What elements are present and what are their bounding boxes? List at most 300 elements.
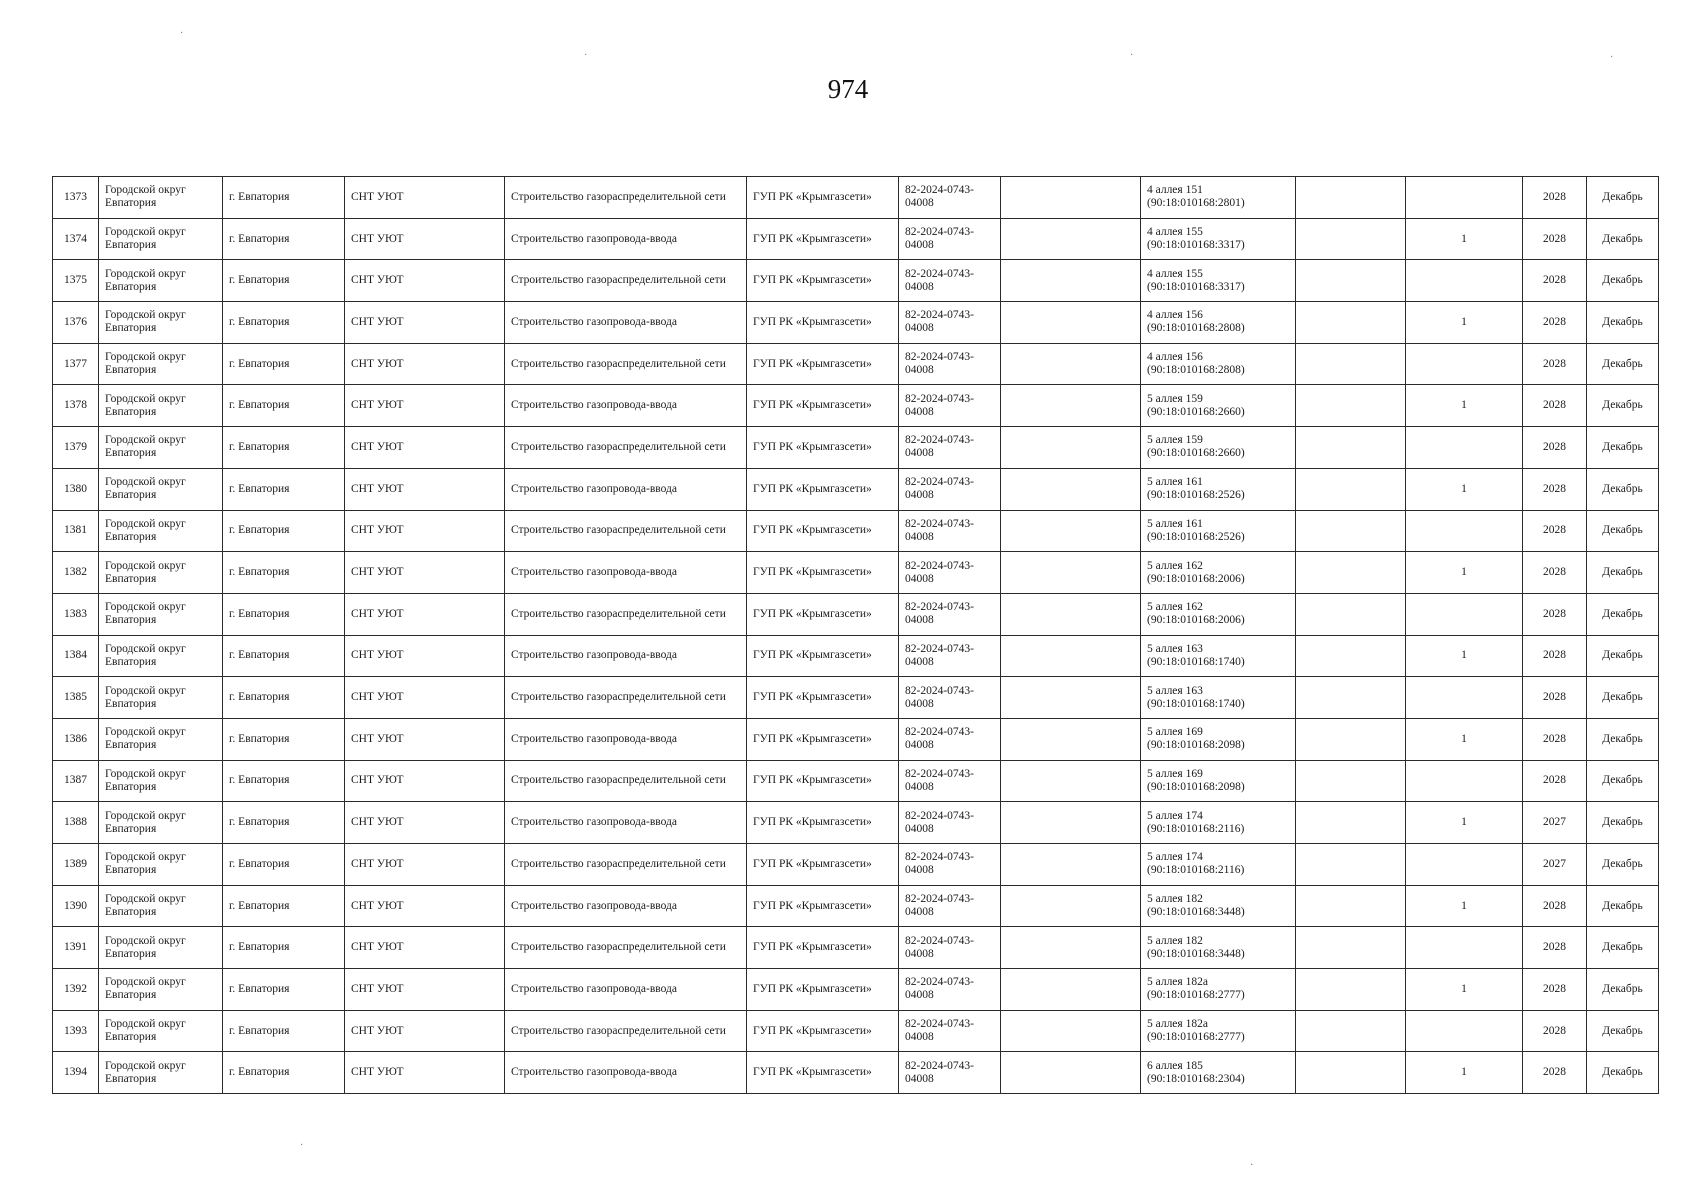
program-code-cell: 82-2024-0743-04008 xyxy=(899,593,1001,635)
district-cell: Городской округ Евпатория xyxy=(99,635,223,677)
operator-cell: ГУП РК «Крымгазсети» xyxy=(747,718,899,760)
district-cell: Городской округ Евпатория xyxy=(99,510,223,552)
address-cell xyxy=(1141,885,1296,927)
count-cell: 1 xyxy=(1406,885,1523,927)
count-cell: 1 xyxy=(1406,718,1523,760)
row-number-cell: 1374 xyxy=(53,218,99,260)
empty-cell xyxy=(1296,760,1406,802)
row-number-cell: 1391 xyxy=(53,927,99,969)
scan-speck: · xyxy=(584,50,588,61)
registry-rows xyxy=(53,177,1659,1094)
count-cell xyxy=(1406,677,1523,719)
district-cell: Городской округ Евпатория xyxy=(99,552,223,594)
empty-cell xyxy=(1001,1052,1141,1094)
city-cell: г. Евпатория xyxy=(223,218,345,260)
program-code-cell: 82-2024-0743-04008 xyxy=(899,844,1001,886)
operator-cell: ГУП РК «Крымгазсети» xyxy=(747,927,899,969)
year-cell: 2028 xyxy=(1523,385,1587,427)
address-cell xyxy=(1141,927,1296,969)
city-cell: г. Евпатория xyxy=(223,844,345,886)
district-cell: Городской округ Евпатория xyxy=(99,844,223,886)
organization-cell: СНТ УЮТ xyxy=(345,927,505,969)
row-number-cell: 1388 xyxy=(53,802,99,844)
table-row xyxy=(53,510,1659,552)
address-cell xyxy=(1141,468,1296,510)
operator-cell: ГУП РК «Крымгазсети» xyxy=(747,844,899,886)
organization-cell: СНТ УЮТ xyxy=(345,510,505,552)
count-cell: 1 xyxy=(1406,802,1523,844)
program-code-cell: 82-2024-0743-04008 xyxy=(899,969,1001,1011)
operator-cell: ГУП РК «Крымгазсети» xyxy=(747,1052,899,1094)
year-cell: 2028 xyxy=(1523,427,1587,469)
count-cell xyxy=(1406,760,1523,802)
empty-cell xyxy=(1296,260,1406,302)
empty-cell xyxy=(1296,343,1406,385)
month-cell: Декабрь xyxy=(1587,343,1659,385)
cadastral-number: (90:18:010168:3448) xyxy=(1147,947,1245,960)
year-cell: 2028 xyxy=(1523,552,1587,594)
table-row xyxy=(53,427,1659,469)
operator-cell: ГУП РК «Крымгазсети» xyxy=(747,677,899,719)
row-number-cell: 1387 xyxy=(53,760,99,802)
organization-cell: СНТ УЮТ xyxy=(345,844,505,886)
row-number-cell: 1390 xyxy=(53,885,99,927)
work-type-cell: Строительство газопровода-ввода xyxy=(505,718,747,760)
cadastral-number: (90:18:010168:2808) xyxy=(1147,364,1245,377)
organization-cell: СНТ УЮТ xyxy=(345,969,505,1011)
organization-cell: СНТ УЮТ xyxy=(345,760,505,802)
empty-cell xyxy=(1296,1052,1406,1094)
table-row xyxy=(53,260,1659,302)
table-row xyxy=(53,718,1659,760)
scan-speck: · xyxy=(180,28,184,39)
address-cell xyxy=(1141,1052,1296,1094)
cadastral-number: (90:18:010168:2098) xyxy=(1147,780,1245,793)
empty-cell xyxy=(1001,718,1141,760)
row-number-cell: 1377 xyxy=(53,343,99,385)
count-cell: 1 xyxy=(1406,218,1523,260)
city-cell: г. Евпатория xyxy=(223,885,345,927)
district-cell: Городской округ Евпатория xyxy=(99,385,223,427)
month-cell: Декабрь xyxy=(1587,677,1659,719)
address-cell xyxy=(1141,260,1296,302)
count-cell xyxy=(1406,427,1523,469)
count-cell: 1 xyxy=(1406,969,1523,1011)
empty-cell xyxy=(1296,593,1406,635)
address-line: 5 аллея 182 xyxy=(1147,934,1203,947)
table-row xyxy=(53,302,1659,344)
count-cell xyxy=(1406,927,1523,969)
row-number-cell: 1378 xyxy=(53,385,99,427)
work-type-cell: Строительство газораспределительной сети xyxy=(505,844,747,886)
organization-cell: СНТ УЮТ xyxy=(345,260,505,302)
table-row xyxy=(53,385,1659,427)
empty-cell xyxy=(1296,302,1406,344)
year-cell: 2028 xyxy=(1523,969,1587,1011)
year-cell: 2028 xyxy=(1523,1010,1587,1052)
address-cell xyxy=(1141,385,1296,427)
district-cell: Городской округ Евпатория xyxy=(99,343,223,385)
year-cell: 2028 xyxy=(1523,218,1587,260)
cadastral-number: (90:18:010168:2006) xyxy=(1147,614,1245,627)
city-cell: г. Евпатория xyxy=(223,718,345,760)
city-cell: г. Евпатория xyxy=(223,593,345,635)
month-cell: Декабрь xyxy=(1587,593,1659,635)
address-line: 4 аллея 156 xyxy=(1147,351,1203,364)
program-code-cell: 82-2024-0743-04008 xyxy=(899,677,1001,719)
program-code-cell: 82-2024-0743-04008 xyxy=(899,885,1001,927)
month-cell: Декабрь xyxy=(1587,218,1659,260)
scan-speck: · xyxy=(1610,52,1614,63)
work-type-cell: Строительство газораспределительной сети xyxy=(505,510,747,552)
address-line: 5 аллея 159 xyxy=(1147,434,1203,447)
district-cell: Городской округ Евпатория xyxy=(99,1010,223,1052)
table-row xyxy=(53,677,1659,719)
count-cell: 1 xyxy=(1406,1052,1523,1094)
district-cell: Городской округ Евпатория xyxy=(99,260,223,302)
address-line: 5 аллея 182 xyxy=(1147,893,1203,906)
city-cell: г. Евпатория xyxy=(223,343,345,385)
address-line: 4 аллея 155 xyxy=(1147,226,1203,239)
empty-cell xyxy=(1001,927,1141,969)
work-type-cell: Строительство газораспределительной сети xyxy=(505,677,747,719)
district-cell: Городской округ Евпатория xyxy=(99,718,223,760)
month-cell: Декабрь xyxy=(1587,552,1659,594)
city-cell: г. Евпатория xyxy=(223,468,345,510)
address-line: 5 аллея 163 xyxy=(1147,642,1203,655)
year-cell: 2028 xyxy=(1523,343,1587,385)
empty-cell xyxy=(1296,927,1406,969)
program-code-cell: 82-2024-0743-04008 xyxy=(899,177,1001,219)
operator-cell: ГУП РК «Крымгазсети» xyxy=(747,510,899,552)
empty-cell xyxy=(1296,468,1406,510)
organization-cell: СНТ УЮТ xyxy=(345,302,505,344)
address-cell xyxy=(1141,1010,1296,1052)
row-number-cell: 1392 xyxy=(53,969,99,1011)
cadastral-number: (90:18:010168:3448) xyxy=(1147,906,1245,919)
address-cell xyxy=(1141,343,1296,385)
year-cell: 2028 xyxy=(1523,468,1587,510)
count-cell xyxy=(1406,593,1523,635)
district-cell: Городской округ Евпатория xyxy=(99,427,223,469)
cadastral-number: (90:18:010168:2777) xyxy=(1147,1031,1245,1044)
organization-cell: СНТ УЮТ xyxy=(345,468,505,510)
city-cell: г. Евпатория xyxy=(223,1010,345,1052)
empty-cell xyxy=(1001,677,1141,719)
month-cell: Декабрь xyxy=(1587,969,1659,1011)
month-cell: Декабрь xyxy=(1587,468,1659,510)
empty-cell xyxy=(1001,844,1141,886)
table-row xyxy=(53,218,1659,260)
empty-cell xyxy=(1296,427,1406,469)
table-row xyxy=(53,844,1659,886)
address-line: 4 аллея 155 xyxy=(1147,267,1203,280)
table-row xyxy=(53,593,1659,635)
address-cell xyxy=(1141,427,1296,469)
program-code-cell: 82-2024-0743-04008 xyxy=(899,802,1001,844)
address-line: 5 аллея 162 xyxy=(1147,559,1203,572)
year-cell: 2028 xyxy=(1523,635,1587,677)
empty-cell xyxy=(1296,969,1406,1011)
empty-cell xyxy=(1001,510,1141,552)
district-cell: Городской округ Евпатория xyxy=(99,927,223,969)
count-cell xyxy=(1406,343,1523,385)
program-code-cell: 82-2024-0743-04008 xyxy=(899,343,1001,385)
empty-cell xyxy=(1001,177,1141,219)
count-cell: 1 xyxy=(1406,468,1523,510)
operator-cell: ГУП РК «Крымгазсети» xyxy=(747,593,899,635)
work-type-cell: Строительство газораспределительной сети xyxy=(505,427,747,469)
address-cell xyxy=(1141,552,1296,594)
district-cell: Городской округ Евпатория xyxy=(99,218,223,260)
year-cell: 2027 xyxy=(1523,844,1587,886)
organization-cell: СНТ УЮТ xyxy=(345,385,505,427)
count-cell xyxy=(1406,260,1523,302)
year-cell: 2028 xyxy=(1523,718,1587,760)
program-code-cell: 82-2024-0743-04008 xyxy=(899,510,1001,552)
month-cell: Декабрь xyxy=(1587,302,1659,344)
program-code-cell: 82-2024-0743-04008 xyxy=(899,718,1001,760)
year-cell: 2028 xyxy=(1523,1052,1587,1094)
year-cell: 2027 xyxy=(1523,802,1587,844)
organization-cell: СНТ УЮТ xyxy=(345,1010,505,1052)
operator-cell: ГУП РК «Крымгазсети» xyxy=(747,385,899,427)
city-cell: г. Евпатория xyxy=(223,677,345,719)
cadastral-number: (90:18:010168:3317) xyxy=(1147,239,1245,252)
empty-cell xyxy=(1296,510,1406,552)
cadastral-number: (90:18:010168:2777) xyxy=(1147,989,1245,1002)
organization-cell: СНТ УЮТ xyxy=(345,552,505,594)
program-code-cell: 82-2024-0743-04008 xyxy=(899,1052,1001,1094)
address-cell xyxy=(1141,677,1296,719)
row-number-cell: 1383 xyxy=(53,593,99,635)
city-cell: г. Евпатория xyxy=(223,969,345,1011)
month-cell: Декабрь xyxy=(1587,718,1659,760)
work-type-cell: Строительство газопровода-ввода xyxy=(505,385,747,427)
address-line: 5 аллея 169 xyxy=(1147,767,1203,780)
table-row xyxy=(53,1010,1659,1052)
city-cell: г. Евпатория xyxy=(223,635,345,677)
organization-cell: СНТ УЮТ xyxy=(345,885,505,927)
program-code-cell: 82-2024-0743-04008 xyxy=(899,1010,1001,1052)
city-cell: г. Евпатория xyxy=(223,510,345,552)
city-cell: г. Евпатория xyxy=(223,760,345,802)
organization-cell: СНТ УЮТ xyxy=(345,718,505,760)
empty-cell xyxy=(1001,343,1141,385)
operator-cell: ГУП РК «Крымгазсети» xyxy=(747,552,899,594)
district-cell: Городской округ Евпатория xyxy=(99,760,223,802)
address-cell xyxy=(1141,218,1296,260)
empty-cell xyxy=(1001,885,1141,927)
empty-cell xyxy=(1001,468,1141,510)
count-cell xyxy=(1406,510,1523,552)
organization-cell: СНТ УЮТ xyxy=(345,593,505,635)
empty-cell xyxy=(1296,177,1406,219)
registry-table xyxy=(52,176,1659,1094)
table-row xyxy=(53,1052,1659,1094)
program-code-cell: 82-2024-0743-04008 xyxy=(899,427,1001,469)
table-row xyxy=(53,969,1659,1011)
cadastral-number: (90:18:010168:2801) xyxy=(1147,197,1245,210)
address-line: 5 аллея 174 xyxy=(1147,809,1203,822)
program-code-cell: 82-2024-0743-04008 xyxy=(899,927,1001,969)
address-line: 5 аллея 174 xyxy=(1147,851,1203,864)
address-cell xyxy=(1141,844,1296,886)
address-line: 4 аллея 151 xyxy=(1147,184,1203,197)
empty-cell xyxy=(1296,218,1406,260)
count-cell: 1 xyxy=(1406,302,1523,344)
address-line: 5 аллея 182а xyxy=(1147,1018,1208,1031)
empty-cell xyxy=(1001,302,1141,344)
cadastral-number: (90:18:010168:2098) xyxy=(1147,739,1245,752)
city-cell: г. Евпатория xyxy=(223,427,345,469)
operator-cell: ГУП РК «Крымгазсети» xyxy=(747,969,899,1011)
program-code-cell: 82-2024-0743-04008 xyxy=(899,302,1001,344)
work-type-cell: Строительство газораспределительной сети xyxy=(505,927,747,969)
table-row xyxy=(53,468,1659,510)
address-line: 5 аллея 161 xyxy=(1147,517,1203,530)
work-type-cell: Строительство газораспределительной сети xyxy=(505,593,747,635)
count-cell xyxy=(1406,177,1523,219)
empty-cell xyxy=(1001,802,1141,844)
table-row xyxy=(53,802,1659,844)
cadastral-number: (90:18:010168:2116) xyxy=(1147,864,1245,877)
work-type-cell: Строительство газопровода-ввода xyxy=(505,802,747,844)
table-row xyxy=(53,635,1659,677)
empty-cell xyxy=(1001,385,1141,427)
row-number-cell: 1373 xyxy=(53,177,99,219)
district-cell: Городской округ Евпатория xyxy=(99,1052,223,1094)
table-row xyxy=(53,885,1659,927)
cadastral-number: (90:18:010168:1740) xyxy=(1147,697,1245,710)
organization-cell: СНТ УЮТ xyxy=(345,218,505,260)
work-type-cell: Строительство газопровода-ввода xyxy=(505,969,747,1011)
month-cell: Декабрь xyxy=(1587,385,1659,427)
city-cell: г. Евпатория xyxy=(223,927,345,969)
row-number-cell: 1394 xyxy=(53,1052,99,1094)
work-type-cell: Строительство газопровода-ввода xyxy=(505,468,747,510)
operator-cell: ГУП РК «Крымгазсети» xyxy=(747,760,899,802)
empty-cell xyxy=(1001,1010,1141,1052)
table-row xyxy=(53,552,1659,594)
count-cell: 1 xyxy=(1406,635,1523,677)
month-cell: Декабрь xyxy=(1587,802,1659,844)
empty-cell xyxy=(1001,260,1141,302)
month-cell: Декабрь xyxy=(1587,760,1659,802)
address-line: 6 аллея 185 xyxy=(1147,1059,1203,1072)
district-cell: Городской округ Евпатория xyxy=(99,885,223,927)
work-type-cell: Строительство газораспределительной сети xyxy=(505,1010,747,1052)
empty-cell xyxy=(1001,218,1141,260)
row-number-cell: 1393 xyxy=(53,1010,99,1052)
city-cell: г. Евпатория xyxy=(223,1052,345,1094)
month-cell: Декабрь xyxy=(1587,510,1659,552)
city-cell: г. Евпатория xyxy=(223,552,345,594)
program-code-cell: 82-2024-0743-04008 xyxy=(899,218,1001,260)
operator-cell: ГУП РК «Крымгазсети» xyxy=(747,885,899,927)
address-line: 5 аллея 162 xyxy=(1147,601,1203,614)
year-cell: 2028 xyxy=(1523,760,1587,802)
year-cell: 2028 xyxy=(1523,885,1587,927)
cadastral-number: (90:18:010168:2526) xyxy=(1147,489,1245,502)
operator-cell: ГУП РК «Крымгазсети» xyxy=(747,802,899,844)
address-line: 5 аллея 159 xyxy=(1147,392,1203,405)
cadastral-number: (90:18:010168:2660) xyxy=(1147,405,1245,418)
month-cell: Декабрь xyxy=(1587,1010,1659,1052)
district-cell: Городской округ Евпатория xyxy=(99,468,223,510)
empty-cell xyxy=(1001,635,1141,677)
organization-cell: СНТ УЮТ xyxy=(345,802,505,844)
row-number-cell: 1385 xyxy=(53,677,99,719)
table-row xyxy=(53,760,1659,802)
work-type-cell: Строительство газопровода-ввода xyxy=(505,218,747,260)
month-cell: Декабрь xyxy=(1587,927,1659,969)
cadastral-number: (90:18:010168:3317) xyxy=(1147,280,1245,293)
empty-cell xyxy=(1001,552,1141,594)
year-cell: 2028 xyxy=(1523,510,1587,552)
address-cell xyxy=(1141,635,1296,677)
work-type-cell: Строительство газораспределительной сети xyxy=(505,260,747,302)
address-line: 5 аллея 163 xyxy=(1147,684,1203,697)
year-cell: 2028 xyxy=(1523,177,1587,219)
empty-cell xyxy=(1001,760,1141,802)
empty-cell xyxy=(1296,635,1406,677)
address-cell xyxy=(1141,969,1296,1011)
operator-cell: ГУП РК «Крымгазсети» xyxy=(747,468,899,510)
year-cell: 2028 xyxy=(1523,302,1587,344)
program-code-cell: 82-2024-0743-04008 xyxy=(899,552,1001,594)
empty-cell xyxy=(1001,427,1141,469)
program-code-cell: 82-2024-0743-04008 xyxy=(899,468,1001,510)
page-number: 974 xyxy=(827,74,869,104)
count-cell: 1 xyxy=(1406,552,1523,594)
count-cell xyxy=(1406,844,1523,886)
work-type-cell: Строительство газораспределительной сети xyxy=(505,760,747,802)
month-cell: Декабрь xyxy=(1587,885,1659,927)
district-cell: Городской округ Евпатория xyxy=(99,969,223,1011)
operator-cell: ГУП РК «Крымгазсети» xyxy=(747,177,899,219)
operator-cell: ГУП РК «Крымгазсети» xyxy=(747,1010,899,1052)
empty-cell xyxy=(1296,885,1406,927)
city-cell: г. Евпатория xyxy=(223,802,345,844)
address-cell xyxy=(1141,177,1296,219)
operator-cell: ГУП РК «Крымгазсети» xyxy=(747,635,899,677)
row-number-cell: 1389 xyxy=(53,844,99,886)
organization-cell: СНТ УЮТ xyxy=(345,343,505,385)
cadastral-number: (90:18:010168:1740) xyxy=(1147,655,1245,668)
month-cell: Декабрь xyxy=(1587,177,1659,219)
organization-cell: СНТ УЮТ xyxy=(345,1052,505,1094)
row-number-cell: 1380 xyxy=(53,468,99,510)
address-line: 5 аллея 182а xyxy=(1147,976,1208,989)
year-cell: 2028 xyxy=(1523,593,1587,635)
city-cell: г. Евпатория xyxy=(223,177,345,219)
work-type-cell: Строительство газопровода-ввода xyxy=(505,552,747,594)
district-cell: Городской округ Евпатория xyxy=(99,593,223,635)
month-cell: Декабрь xyxy=(1587,844,1659,886)
empty-cell xyxy=(1296,385,1406,427)
row-number-cell: 1376 xyxy=(53,302,99,344)
operator-cell: ГУП РК «Крымгазсети» xyxy=(747,427,899,469)
row-number-cell: 1375 xyxy=(53,260,99,302)
row-number-cell: 1379 xyxy=(53,427,99,469)
year-cell: 2028 xyxy=(1523,260,1587,302)
organization-cell: СНТ УЮТ xyxy=(345,635,505,677)
scan-speck: · xyxy=(300,1140,304,1151)
district-cell: Городской округ Евпатория xyxy=(99,802,223,844)
row-number-cell: 1381 xyxy=(53,510,99,552)
city-cell: г. Евпатория xyxy=(223,302,345,344)
